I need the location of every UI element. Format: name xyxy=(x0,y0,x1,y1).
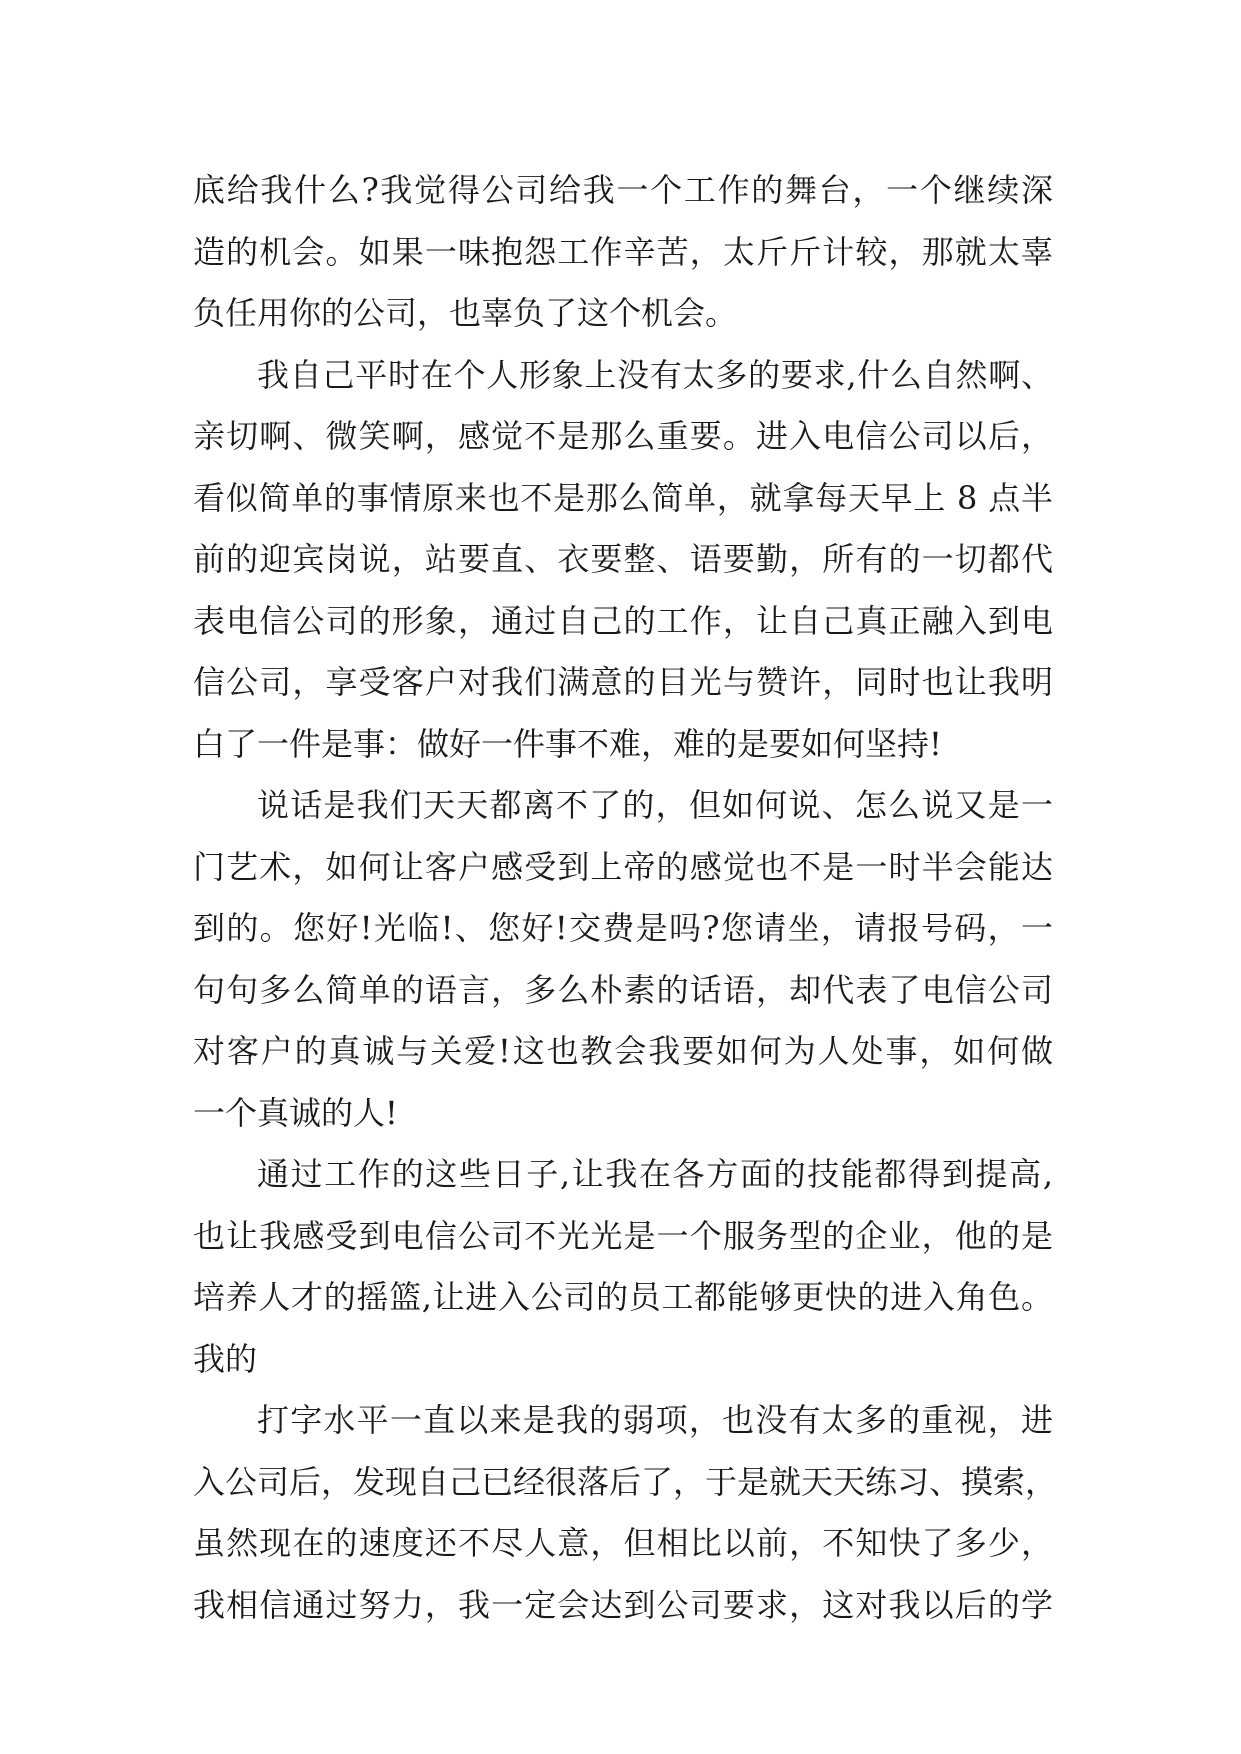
paragraph-first-line: 说话是我们天天都离不了的，但如何说、怎么说又是一 xyxy=(257,786,1053,824)
text-line: 亲切啊、微笑啊，感觉不是那么重要。进入电信公司以后， xyxy=(193,417,1053,455)
text-line: 看似简单的事情原来也不是那么简单，就拿每天早上 8 点半 xyxy=(193,478,1053,517)
text-line: 对客户的真诚与关爱!这也教会我要如何为人处事，如何做 xyxy=(193,1032,1053,1070)
text-line: 负任用你的公司，也辜负了这个机会。 xyxy=(193,294,738,332)
text-line: 到的。您好!光临!、您好!交费是吗?您请坐，请报号码，一 xyxy=(193,909,1053,947)
text-line: 信公司，享受客户对我们满意的目光与赞许，同时也让我明 xyxy=(193,663,1053,701)
text-line: 我的 xyxy=(193,1339,258,1378)
text-line: 造的机会。如果一味抱怨工作辛苦，太斤斤计较，那就太辜 xyxy=(193,232,1053,271)
text-line: 入公司后，发现自己已经很落后了，于是就天天练习、摸索， xyxy=(193,1462,1058,1501)
paragraph-first-line: 通过工作的这些日子,让我在各方面的技能都得到提高, xyxy=(257,1155,1053,1193)
text-line: 培养人才的摇篮,让进入公司的员工都能够更快的进入角色。 xyxy=(193,1278,1053,1316)
document-body xyxy=(193,160,1058,1636)
text-line: 白了一件是事：做好一件事不难，难的是要如何坚持! xyxy=(193,724,942,763)
text-line: 底给我什么?我觉得公司给我一个工作的舞台，一个继续深 xyxy=(193,171,1053,209)
text-line: 一个真诚的人! xyxy=(193,1093,398,1132)
paragraph-first-line: 我自己平时在个人形象上没有太多的要求,什么自然啊、 xyxy=(257,355,1053,394)
text-line: 前的迎宾岗说，站要直、衣要整、语要勤，所有的一切都代 xyxy=(193,540,1053,578)
text-line: 表电信公司的形象，通过自己的工作，让自己真正融入到电 xyxy=(193,601,1053,640)
text-line: 门艺术，如何让客户感受到上帝的感觉也不是一时半会能达 xyxy=(193,847,1053,886)
text-line: 也让我感受到电信公司不光光是一个服务型的企业，他的是 xyxy=(193,1216,1053,1255)
paragraph-first-line: 打字水平一直以来是我的弱项，也没有太多的重视，进 xyxy=(257,1401,1053,1439)
text-line: 虽然现在的速度还不尽人意，但相比以前，不知快了多少， xyxy=(193,1524,1053,1562)
text-line: 我相信通过努力，我一定会达到公司要求，这对我以后的学 xyxy=(193,1585,1053,1624)
text-line: 句句多么简单的语言，多么朴素的话语，却代表了电信公司 xyxy=(193,970,1053,1009)
